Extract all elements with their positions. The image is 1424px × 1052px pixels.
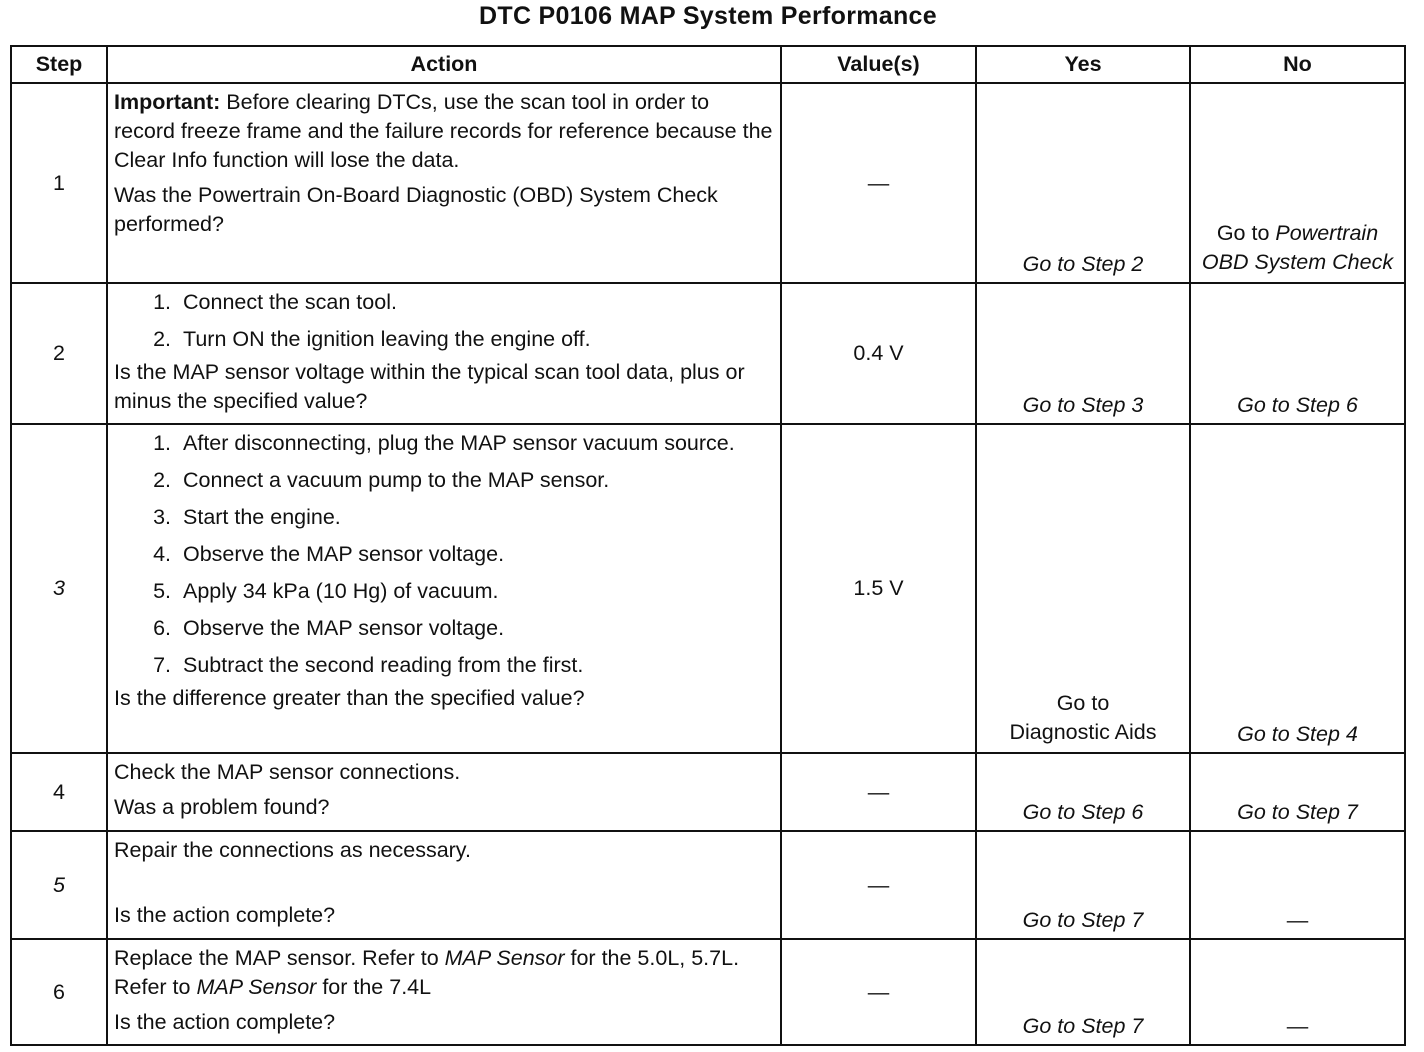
- table-row: [11, 939, 1405, 1045]
- table-row: [11, 424, 1405, 753]
- header-no: No: [1190, 46, 1405, 83]
- value-cell: —: [781, 939, 976, 1045]
- step-number: 6: [11, 939, 107, 1045]
- yes-cell: [976, 424, 1190, 753]
- action-step: 4. Observe the MAP sensor voltage.: [177, 540, 774, 569]
- action-text-part: for the 7.4L: [316, 975, 432, 999]
- action-step: 1. After disconnecting, plug the MAP sensor vacuum source.: [177, 429, 774, 458]
- action-cell: [107, 83, 781, 283]
- yes-line: Diagnostic Aids: [1009, 720, 1157, 744]
- no-prefix: Go to: [1216, 221, 1276, 245]
- question-text: Is the MAP sensor voltage within the typical scan tool data, plus or minus the specified value?: [114, 360, 745, 413]
- table-row: [11, 283, 1405, 424]
- action-step: 6. Observe the MAP sensor voltage.: [177, 614, 774, 643]
- action-cell: [107, 831, 781, 939]
- no-cell: Go to Step 7: [1190, 753, 1405, 831]
- step-number: 5: [11, 831, 107, 939]
- no-cell: [1190, 83, 1405, 283]
- action-step: 2. Turn ON the ignition leaving the engine off.: [177, 325, 774, 354]
- action-text-part: for the 5.0L, 5.7L. Refer to: [114, 946, 740, 999]
- action-step: 2. Connect a vacuum pump to the MAP sensor.: [177, 466, 774, 495]
- important-text: Before clearing DTCs, use the scan tool in order to record freeze frame and the failure records for reference because the Clear Info function will lose the data.: [114, 90, 773, 172]
- no-reference: Powertrain OBD System Check: [1201, 221, 1394, 274]
- yes-line: Go to: [1056, 691, 1110, 715]
- action-cell: [107, 939, 781, 1045]
- value-cell: —: [781, 831, 976, 939]
- action-text: Check the MAP sensor connections.: [114, 760, 461, 784]
- yes-cell: Go to Step 7: [976, 939, 1190, 1045]
- no-cell: —: [1190, 831, 1405, 939]
- action-cell: [107, 283, 781, 424]
- header-yes: Yes: [976, 46, 1190, 83]
- step-number: 1: [11, 83, 107, 283]
- header-action: Action: [107, 46, 781, 83]
- no-cell: Go to Step 4: [1190, 424, 1405, 753]
- yes-cell: Go to Step 2: [976, 83, 1190, 283]
- page-title: DTC P0106 MAP System Performance: [479, 2, 937, 30]
- question-text: Is the difference greater than the specified value?: [114, 686, 585, 710]
- table-row: [11, 753, 1405, 831]
- question-text: Was the Powertrain On-Board Diagnostic (OBD) System Check performed?: [114, 183, 718, 236]
- question-text: Was a problem found?: [114, 795, 330, 819]
- table-row: [11, 831, 1405, 939]
- value-cell: 1.5 V: [781, 424, 976, 753]
- value-cell: —: [781, 753, 976, 831]
- action-text: [114, 944, 774, 1002]
- action-step: 1. Connect the scan tool.: [177, 288, 774, 317]
- component-reference: MAP Sensor: [444, 946, 565, 970]
- action-cell: [107, 753, 781, 831]
- action-cell: [107, 424, 781, 753]
- action-step: 7. Subtract the second reading from the first.: [177, 651, 774, 680]
- header-row: [11, 46, 1405, 83]
- header-values: Value(s): [781, 46, 976, 83]
- no-cell: —: [1190, 939, 1405, 1045]
- value-cell: —: [781, 83, 976, 283]
- table-row: [11, 83, 1405, 283]
- step-number: 4: [11, 753, 107, 831]
- question-text: Is the action complete?: [114, 903, 336, 927]
- yes-cell: Go to Step 7: [976, 831, 1190, 939]
- action-steps: [114, 288, 774, 354]
- action-text-part: Replace the MAP sensor. Refer to: [114, 946, 445, 970]
- step-number: 3: [11, 424, 107, 753]
- action-step: 3. Start the engine.: [177, 503, 774, 532]
- diagnostic-table: [10, 45, 1406, 1046]
- question-text: Is the action complete?: [114, 1010, 336, 1034]
- step-number: 2: [11, 283, 107, 424]
- yes-cell: Go to Step 6: [976, 753, 1190, 831]
- action-step: 5. Apply 34 kPa (10 Hg) of vacuum.: [177, 577, 774, 606]
- no-cell: Go to Step 6: [1190, 283, 1405, 424]
- header-step: Step: [11, 46, 107, 83]
- important-label: Important:: [114, 90, 221, 114]
- action-steps: [114, 429, 774, 680]
- component-reference: MAP Sensor: [196, 975, 317, 999]
- value-cell: 0.4 V: [781, 283, 976, 424]
- yes-cell: Go to Step 3: [976, 283, 1190, 424]
- action-text: Repair the connections as necessary.: [114, 838, 471, 862]
